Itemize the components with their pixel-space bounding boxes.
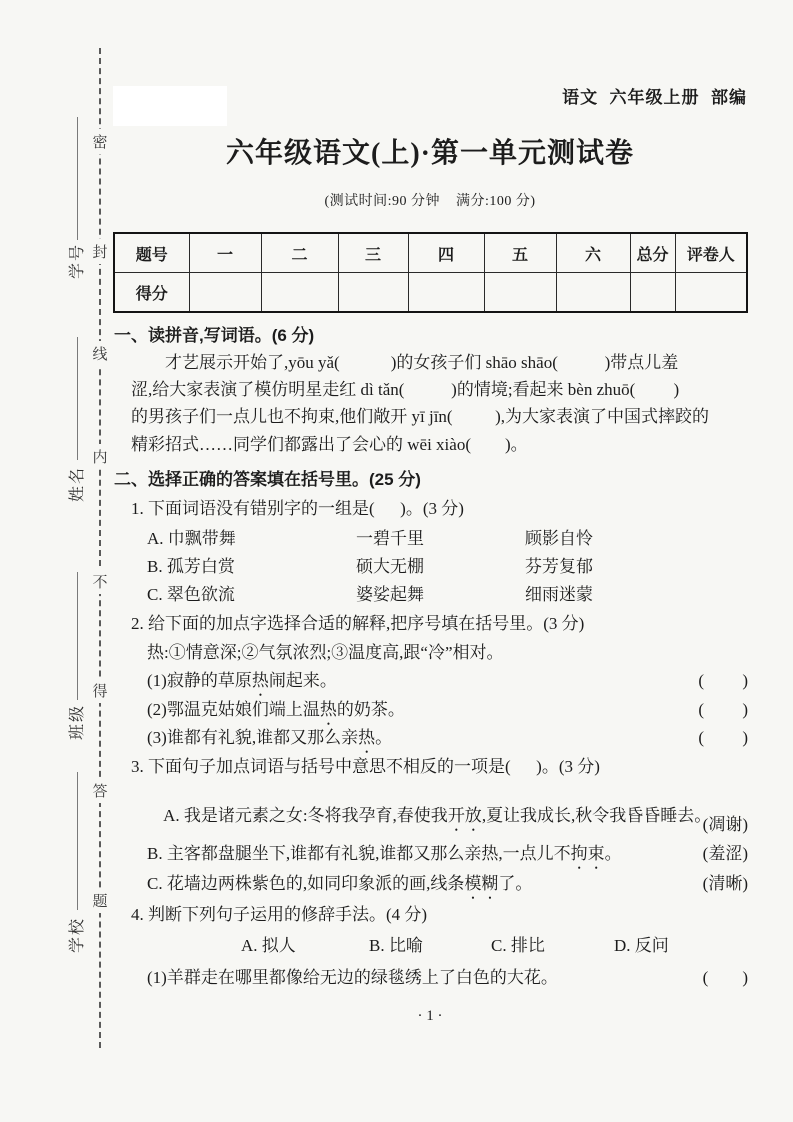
seal-char: 得 bbox=[91, 678, 109, 703]
q1-option-c-word2: 婆娑起舞 bbox=[356, 585, 424, 604]
score-col-header: 二 bbox=[261, 233, 338, 273]
q2-item-2-text: (2)鄂温克姑娘们端上温 bbox=[147, 700, 320, 719]
score-cell-empty bbox=[484, 273, 556, 313]
score-col-header: 四 bbox=[408, 233, 484, 273]
q2-item-2-tail: 的奶茶。 bbox=[336, 700, 405, 719]
q1-option-b: B. 孤芳白赏 bbox=[147, 557, 235, 576]
class-label: 班级 bbox=[69, 704, 86, 741]
q3-option-a-text: A. 我是诸元素之女:冬将我孕育,春使我 bbox=[163, 805, 448, 825]
seal-char: 内 bbox=[91, 444, 109, 469]
answer-bracket: ( ) bbox=[702, 968, 748, 987]
q1-option-b-word2: 硕大无棚 bbox=[356, 557, 424, 576]
dotted-word: 开放 bbox=[447, 805, 482, 825]
score-col-header: 题号 bbox=[114, 233, 189, 273]
q4-item-1 bbox=[147, 968, 748, 988]
seal-char: 不 bbox=[91, 569, 109, 594]
q1-option-a-word2: 一碧千里 bbox=[356, 529, 424, 548]
dotted-word: 模糊 bbox=[464, 874, 499, 893]
q1-option-a: A. 巾飘带舞 bbox=[147, 529, 236, 548]
dotted-word: 拘束 bbox=[570, 844, 605, 863]
q3-option-a-tail: ,夏让我成长,秋令我昏昏睡去。 bbox=[481, 805, 712, 825]
q4-choice-d: D. 反问 bbox=[614, 936, 669, 955]
q1-option-a-word3: 顾影自怜 bbox=[525, 529, 593, 548]
score-cell-empty bbox=[556, 273, 630, 313]
page-title: 六年级语文(上)·第一单元测试卷 bbox=[226, 138, 634, 169]
q2-item-1-tail: 闹起来。 bbox=[268, 671, 337, 690]
q4-stem: 4. 判断下列句子运用的修辞手法。(4 分) bbox=[131, 905, 428, 924]
score-col-header: 一 bbox=[189, 233, 261, 273]
q4-choice-b: B. 比喻 bbox=[369, 936, 423, 955]
dotted-char: 热 bbox=[251, 671, 269, 690]
score-cell-empty bbox=[338, 273, 408, 313]
q2-definitions: 热:①情意深;②气氛浓烈;③温度高,跟“冷”相对。 bbox=[147, 643, 504, 662]
pinyin-paragraph-line: 涩,给大家表演了模仿明星走红 dì tǎn( )的情境;看起来 bèn zhuō( ) bbox=[131, 380, 680, 399]
answer-bracket: ( ) bbox=[698, 700, 748, 719]
q4-choice-a: A. 拟人 bbox=[241, 936, 296, 955]
q1-stem: 1. 下面词语没有错别字的一组是( )。(3 分) bbox=[131, 499, 464, 518]
score-cell-empty bbox=[189, 273, 261, 313]
score-table bbox=[113, 232, 748, 313]
q1-option-c-word3: 细雨迷蒙 bbox=[525, 585, 593, 604]
score-cell-empty bbox=[675, 273, 747, 313]
q3-option-b bbox=[147, 844, 748, 873]
q3-option-c bbox=[147, 874, 748, 903]
score-row-label: 得分 bbox=[114, 273, 189, 313]
q4-item-1-text: (1)羊群走在哪里都像给无边的绿毯绣上了白色的大花。 bbox=[147, 968, 558, 987]
seal-char: 线 bbox=[91, 341, 109, 366]
q2-item-1-text: (1)寂静的草原 bbox=[147, 671, 252, 690]
student-name-label: 姓名 bbox=[69, 466, 86, 503]
seal-char: 封 bbox=[91, 239, 109, 264]
student-name-blank-line bbox=[77, 337, 78, 460]
score-col-header: 评卷人 bbox=[675, 233, 747, 273]
student-id-blank-line bbox=[77, 117, 78, 240]
q3-option-c-text: C. 花墙边两株紫色的,如同印象派的画,线条 bbox=[147, 874, 465, 893]
dotted-char: 热 bbox=[358, 728, 376, 747]
section-two-heading: 二、选择正确的答案填在括号里。(25 分) bbox=[114, 470, 421, 489]
q3-option-c-answer: (清晰) bbox=[702, 874, 748, 893]
q1-option-c: C. 翠色欲流 bbox=[147, 585, 235, 604]
score-table-header-row bbox=[114, 233, 747, 273]
dotted-char: 热 bbox=[319, 700, 337, 719]
seal-char: 密 bbox=[91, 129, 109, 154]
q2-item-3 bbox=[147, 728, 748, 757]
q4-choice-c: C. 排比 bbox=[491, 936, 545, 955]
seal-char: 答 bbox=[91, 778, 109, 803]
q3-stem: 3. 下面句子加点词语与括号中意思不相反的一项是( )。(3 分) bbox=[131, 757, 600, 776]
q1-option-b-word3: 芬芳复郁 bbox=[525, 557, 593, 576]
answer-bracket: ( ) bbox=[698, 728, 748, 747]
score-table-score-row bbox=[114, 273, 747, 313]
class-blank-line bbox=[77, 572, 78, 700]
score-col-header: 五 bbox=[484, 233, 556, 273]
page-number: · 1 · bbox=[417, 1008, 443, 1024]
section-one-heading: 一、读拼音,写词语。(6 分) bbox=[114, 326, 315, 345]
answer-bracket: ( ) bbox=[698, 671, 748, 690]
score-col-header: 总分 bbox=[630, 233, 675, 273]
pinyin-paragraph-line: 精彩招式……同学们都露出了会心的 wēi xiào( )。 bbox=[131, 435, 528, 454]
q3-option-b-answer: (羞涩) bbox=[702, 844, 748, 863]
pinyin-paragraph-line: 的男孩子们一点儿也不拘束,他们敞开 yī jīn( ),为大家表演了中国式摔跤的 bbox=[131, 407, 709, 426]
q3-option-b-tail: 。 bbox=[604, 844, 622, 863]
q3-option-b-text: B. 主客都盘腿坐下,谁都有礼貌,谁都又那么亲热,一点儿不 bbox=[147, 844, 571, 863]
q2-stem: 2. 给下面的加点字选择合适的解释,把序号填在括号里。(3 分) bbox=[131, 614, 585, 633]
edition-header: 语文 六年级上册 部编 bbox=[562, 88, 747, 107]
q2-item-3-tail: 。 bbox=[375, 728, 393, 747]
score-cell-empty bbox=[408, 273, 484, 313]
school-label: 学校 bbox=[69, 917, 86, 954]
page-subtitle: (测试时间:90 分钟 满分:100 分) bbox=[324, 194, 536, 209]
q3-option-c-tail: 了。 bbox=[498, 874, 533, 893]
score-col-header: 六 bbox=[556, 233, 630, 273]
q2-item-2 bbox=[147, 700, 748, 729]
score-col-header: 三 bbox=[338, 233, 408, 273]
seal-char: 题 bbox=[91, 888, 109, 913]
student-id-label: 学号 bbox=[69, 243, 86, 280]
school-blank-line bbox=[77, 772, 78, 910]
erased-logo-area bbox=[113, 86, 227, 126]
score-cell-empty bbox=[630, 273, 675, 313]
q2-item-1 bbox=[147, 671, 748, 700]
score-cell-empty bbox=[261, 273, 338, 313]
q3-option-a-answer: (凋谢) bbox=[702, 815, 748, 834]
pinyin-paragraph-line: 才艺展示开始了,yōu yǎ( )的女孩子们 shāo shāo( )带点儿羞 bbox=[165, 353, 679, 372]
q2-item-3-text: (3)谁都有礼貌,谁都又那么亲 bbox=[147, 728, 359, 747]
